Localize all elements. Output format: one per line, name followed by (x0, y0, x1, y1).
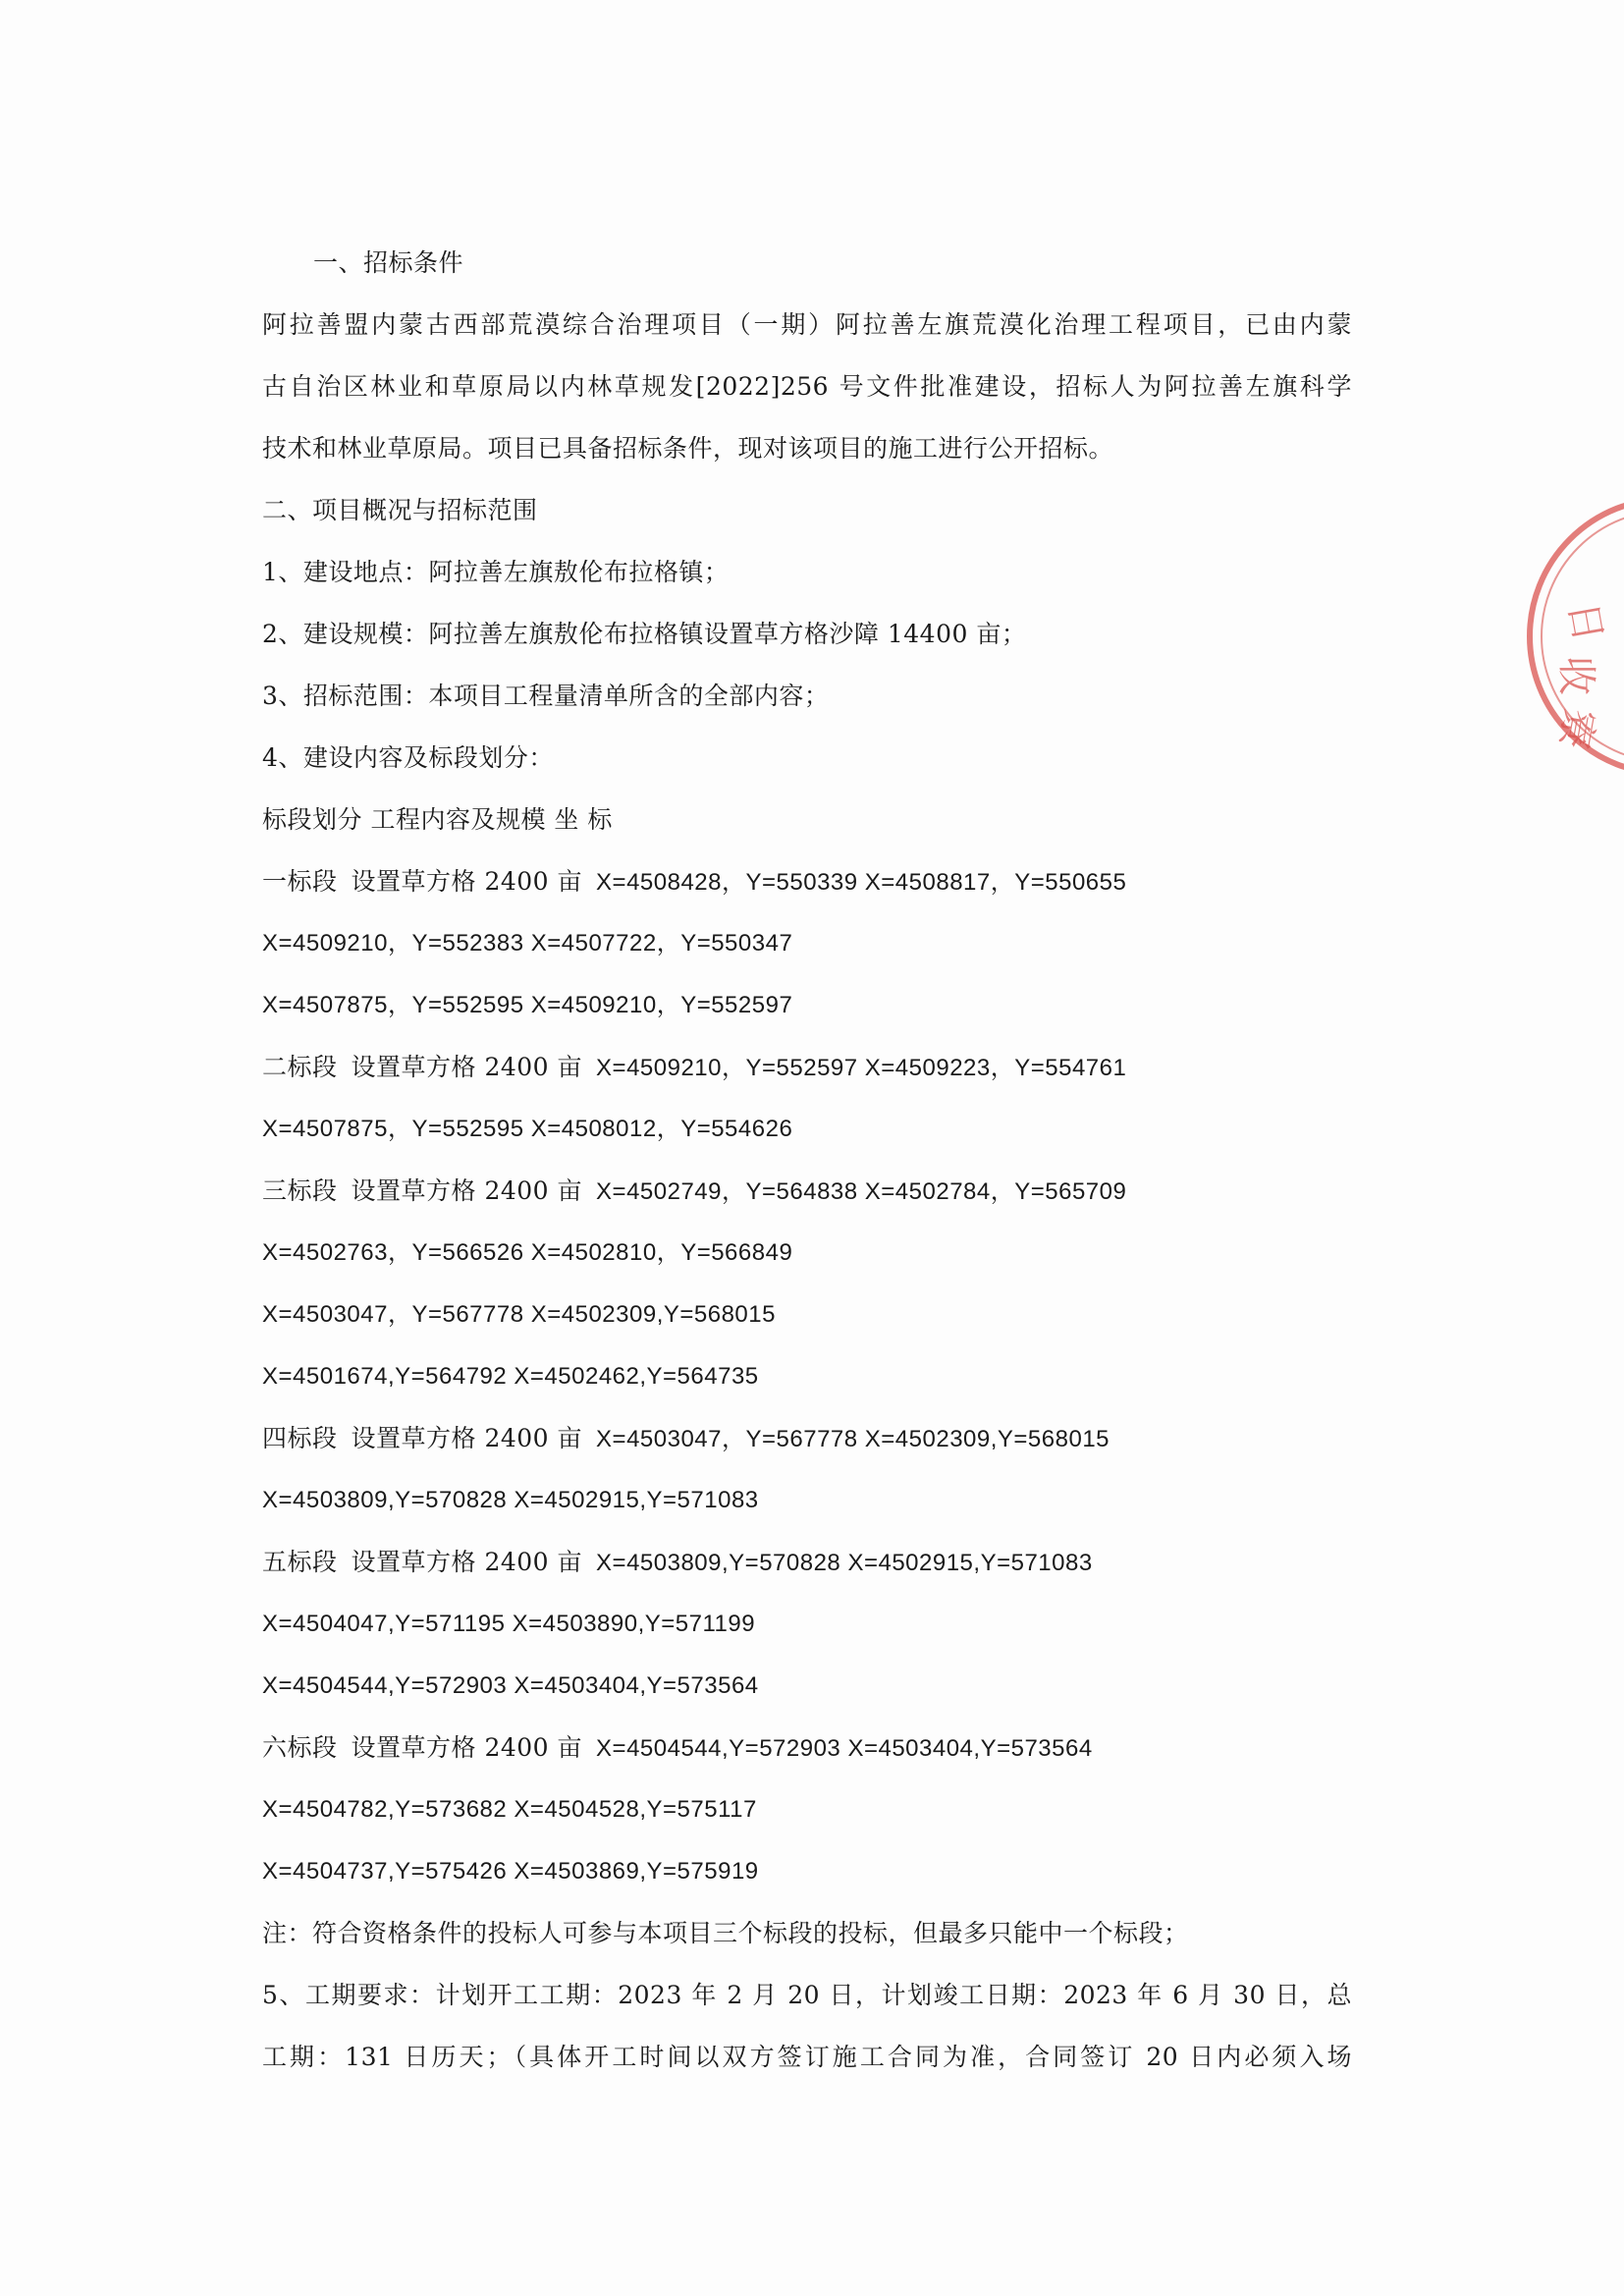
item-construction-scale: 2、建设规模：阿拉善左旗敖伦布拉格镇设置草方格沙障 14400 亩； (262, 620, 1027, 648)
lot-coords: X=4503809,Y=570828 X=4502915,Y=571083 (596, 1550, 1093, 1576)
lot-coords: X=4508428，Y=550339 X=4508817，Y=550655 (596, 869, 1127, 896)
lot-coords: X=4504782,Y=573682 X=4504528,Y=575117 (262, 1796, 757, 1823)
official-seal-icon (1520, 489, 1624, 784)
section1-para-line-1: 阿拉善盟内蒙古西部荒漠综合治理项目（一期）阿拉善左旗荒漠化治理工程项目，已由内蒙 (262, 310, 1352, 339)
lot-row (262, 850, 1352, 912)
lot-coords: X=4503047，Y=567778 X=4502309,Y=568015 (262, 1301, 776, 1328)
lot-coords: X=4504737,Y=575426 X=4503869,Y=575919 (262, 1858, 759, 1885)
lot-row (262, 1036, 1352, 1098)
svg-text:收: 收 (1553, 656, 1598, 695)
lot-scope: 设置草方格 2400 亩 (351, 1733, 583, 1762)
lot-coords: X=4507875，Y=552595 X=4508012，Y=554626 (262, 1116, 793, 1142)
lot-name: 三标段 (262, 1176, 338, 1205)
item-bid-scope: 3、招标范围：本项目工程量清单所含的全部内容； (262, 682, 830, 710)
lot-scope: 设置草方格 2400 亩 (351, 1548, 583, 1576)
lot-coords: X=4504544,Y=572903 X=4503404,Y=573564 (596, 1735, 1093, 1762)
lot-coords: X=4509210，Y=552597 X=4509223，Y=554761 (596, 1055, 1127, 1081)
lot-scope: 设置草方格 2400 亩 (351, 1053, 583, 1081)
lot-row (262, 1160, 1352, 1222)
item-schedule-line-1: 5、工期要求：计划开工工期：2023 年 2 月 20 日，计划竣工日期：2023 年 6 月 30 日，总 (262, 1981, 1352, 2009)
lot-coords: X=4504047,Y=571195 X=4503890,Y=571199 (262, 1611, 756, 1637)
lot-coords: X=4504544,Y=572903 X=4503404,Y=573564 (262, 1672, 759, 1699)
svg-text:日: 日 (1559, 598, 1611, 646)
lot-coords: X=4502749，Y=564838 X=4502784，Y=565709 (596, 1178, 1127, 1205)
lot-scope: 设置草方格 2400 亩 (351, 1424, 583, 1452)
lot-name: 六标段 (262, 1733, 338, 1762)
lot-coords: X=4501674,Y=564792 X=4502462,Y=564735 (262, 1363, 759, 1390)
lot-table-header: 标段划分 工程内容及规模 坐 标 (262, 805, 613, 834)
svg-text:寮: 寮 (1550, 705, 1602, 752)
item-construction-site: 1、建设地点：阿拉善左旗敖伦布拉格镇； (262, 558, 730, 586)
lot-row (262, 1407, 1352, 1469)
item-schedule-line-2: 工期：131 日历天；（具体开工时间以双方签订施工合同为准，合同签订 20 日内必须入场 (262, 2043, 1352, 2071)
lot-row (262, 1531, 1352, 1593)
lot-coords: X=4503047，Y=567778 X=4502309,Y=568015 (596, 1426, 1110, 1452)
lot-coords: X=4507875，Y=552595 X=4509210，Y=552597 (262, 992, 793, 1018)
lot-coords: X=4503809,Y=570828 X=4502915,Y=571083 (262, 1487, 759, 1513)
note: 注：符合资格条件的投标人可参与本项目三个标段的投标，但最多只能中一个标段； (262, 1919, 1189, 1947)
lot-coords: X=4509210，Y=552383 X=4507722，Y=550347 (262, 930, 793, 957)
section1-para-line-3: 技术和林业草原局。项目已具备招标条件，现对该项目的施工进行公开招标。 (262, 434, 1114, 463)
lot-row (262, 1717, 1352, 1778)
lot-name: 四标段 (262, 1424, 338, 1452)
section1-para-line-2: 古自治区林业和草原局以内林草规发[2022]256 号文件批准建设，招标人为阿拉善左旗科学 (262, 372, 1352, 401)
item-lot-division: 4、建设内容及标段划分： (262, 743, 554, 772)
lot-scope: 设置草方格 2400 亩 (351, 867, 583, 896)
lot-scope: 设置草方格 2400 亩 (351, 1176, 583, 1205)
lot-name: 二标段 (262, 1053, 338, 1081)
section1-heading: 一、招标条件 (313, 248, 464, 277)
section2-heading: 二、项目概况与招标范围 (262, 496, 538, 524)
lot-name: 一标段 (262, 867, 338, 896)
lot-coords: X=4502763，Y=566526 X=4502810，Y=566849 (262, 1239, 793, 1266)
lot-name: 五标段 (262, 1548, 338, 1576)
document-body (262, 232, 1352, 2088)
